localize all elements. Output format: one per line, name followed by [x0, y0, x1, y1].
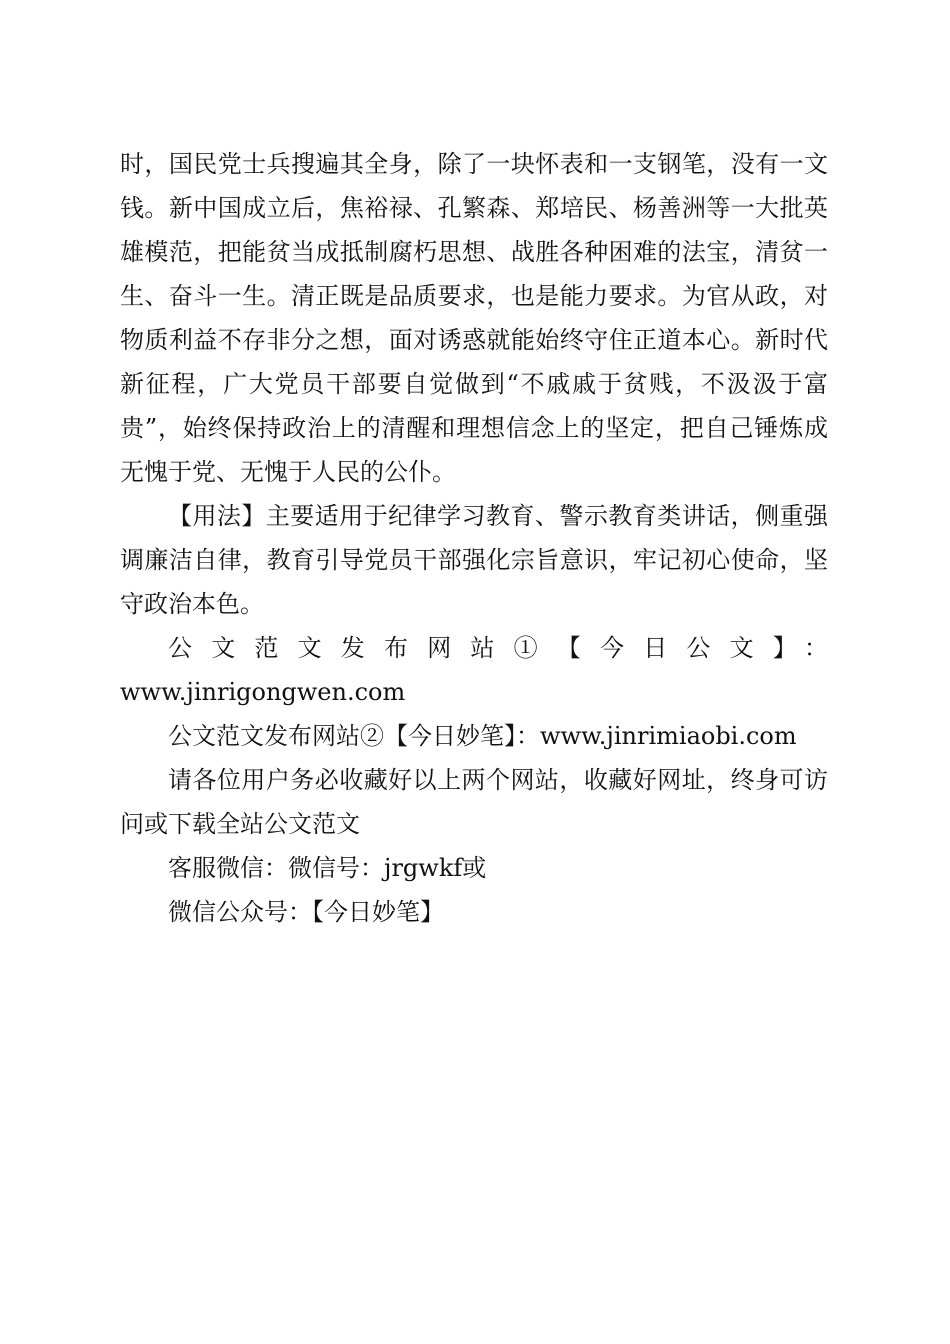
customer-service-line: 客服微信：微信号：jrgwkf或 [168, 854, 487, 882]
paragraph-body: 时，国民党士兵搜遍其全身，除了一块怀表和一支钢笔，没有一文钱。新中国成立后，焦裕禄、孔繁森、郑培民、杨善洲等一大批英雄模范，把能贫当成抵制腐朽思想、战胜各种困难的法宝，清贫一生、奋斗一生。清正既是品质要求，也是能力要求。为官从政，对物质利益不存非分之想，面对诱惑就能始终守住正道本心。新时代新征程，广大党员干部要自觉做到“不戚戚于贫贱，不汲汲于富贵”，始终保持政治上的清醒和理想信念上的坚定，把自己锤炼成无愧于党、无愧于人民的公仆。 [120, 150, 828, 486]
official-account-line: 微信公众号：【今日妙笔】 [168, 898, 444, 926]
paragraph-usage: 【用法】主要适用于纪律学习教育、警示教育类讲话，侧重强调廉洁自律，教育引导党员干部强化宗旨意识，牢记初心使命，坚守政治本色。 [120, 502, 828, 618]
site-1-url: www.jinrigongwen.com [120, 678, 406, 706]
document-body [120, 142, 828, 934]
site-1-label: 公文范文发布网站①【今日公文】： [168, 634, 828, 662]
site-2-line: 公文范文发布网站②【今日妙笔】：www.jinrimiaobi.com [168, 722, 797, 750]
notice-paragraph: 请各位用户务必收藏好以上两个网站，收藏好网址，终身可访问或下载全站公文范文 [120, 766, 828, 838]
